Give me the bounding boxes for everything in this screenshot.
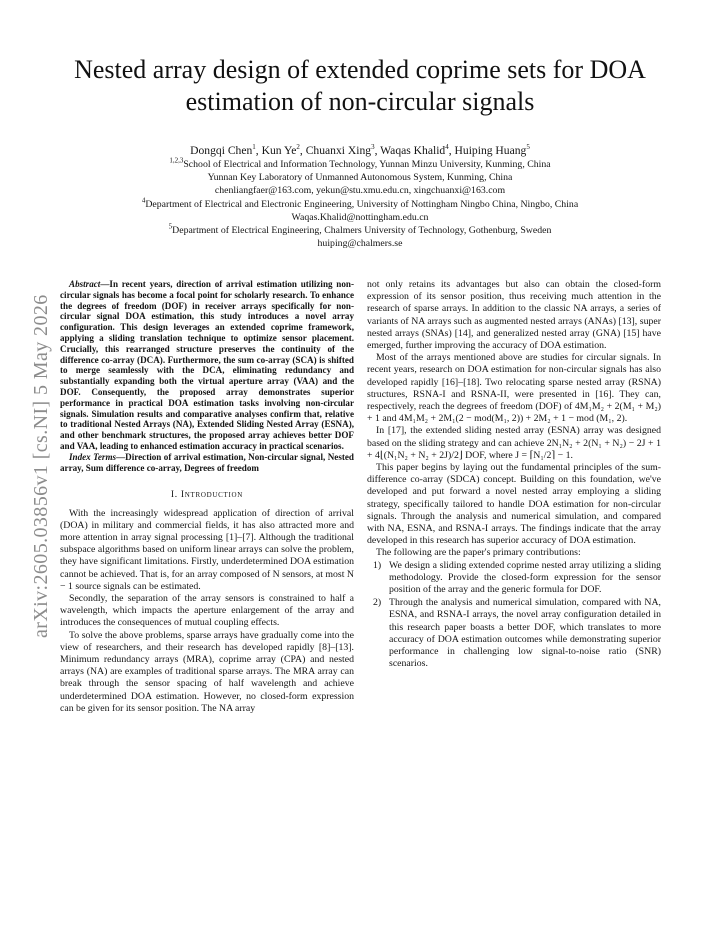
paper-title: Nested array design of extended coprime sets for DOA estimation of non-circular signals [74, 55, 646, 116]
index-terms: Index Terms—Direction of arrival estimation, Non-circular signal, Nested array, Sum difference co-array, Degrees of freedom [60, 451, 354, 473]
list-item: 2) Through the analysis and numerical simulation, compared with NA, ESNA, and RSNA-I arrays, the novel array configuration detailed in this research paper boasts a better DOF, which translates to more accuracy of DOA estimation outcomes while demonstrating superior performance in challenging low signal-to-noise ratio (SNR) scenarios. [373, 597, 661, 670]
paragraph: not only retains its advantages but also can obtain the closed-form expression of its sensor position, thus receiving much attention in the research of sparse arrays. In addition to the classic NA arrays, a series of variants of NA arrays such as augmented nested arrays (ANAs) [13], super nested arrays (SNAs) [14], and generalized nested array (GNA) [15] have emerged, further improving the accuracy of DOA estimation. [367, 279, 661, 352]
list-item: 1) We design a sliding extended coprime nested array utilizing a sliding methodology. Provide the closed-form expression for the sensor position of the array and the generic formula for DOF. [373, 559, 661, 596]
author-emails: huiping@chalmers.se [317, 238, 403, 250]
author-list: Dongqi Chen$^1$, Kun Ye$^2$, Chuanxi Xing$^3$, Waqas Khalid$^4$, Huiping Huang$^5$ [190, 143, 530, 157]
paragraph: The following are the paper's primary contributions: [376, 547, 581, 559]
contribution-list [367, 560, 661, 671]
paragraph: Secondly, the separation of the array sensors is constrained to half a wavelength, which impacts the aperture enlargement of the array and introduces the consequences of mutual coupling effects. [60, 592, 354, 629]
arxiv-margin-stamp: arXiv:2605.03856v1 [cs.NI] 5 May 2026 [30, 294, 52, 638]
affiliation-line: $^{1,2,3}$School of Electrical and Information Technology, Yunnan Minzu University, Kunming, China [169, 156, 551, 170]
author: Chuanxi Xing$^3$ [305, 143, 375, 157]
author: Kun Ye$^2$ [261, 143, 300, 157]
author-emails: Waqas.Khalid@nottingham.edu.cn [291, 211, 429, 223]
author: Waqas Khalid$^4$ [380, 143, 449, 157]
paragraph: Most of the arrays mentioned above are studies for circular signals. In recent years, research on DOA estimation for non-circular signals has also developed rapidly [16]–[18]. Two relocating sparse nested array (RSNA) structures, RSNA-I and RSNA-II, were presented in [16]. They can, respectively, reach the degrees of freedom (DOF) of 4M₁M₂ + 2(M₁ + M₂) + 1 and 4M₁M₂ + 2M₁(2 − mod(M₁, 2)) + 2M₂ + 1 − mod (M₁, 2). [367, 352, 661, 425]
paragraph: With the increasingly widespread application of direction of arrival (DOA) in military and commercial fields, it has also attracted more and more attention in array signal processing [1]–[7]. Although the traditional subspace algorithms based on uniform linear arrays can solve the problem, they have significant limitations. Firstly, underdetermined DOA estimation cannot be achieved. That is, for an array composed of N sensors, at most N − 1 source signals can be estimated. [60, 507, 354, 592]
author: Dongqi Chen$^1$ [190, 143, 256, 157]
index-terms-text: Direction of arrival estimation, Non-circular signal, Nested array, Sum difference co-array, Degrees of freedom [60, 451, 354, 473]
left-column [60, 279, 354, 715]
abstract-label: Abstract [69, 279, 101, 289]
paragraph: In [17], the extended sliding nested array (ESNA) array was designed based on the sliding strategy and can achieve 2N₁N₂ + 2(N₁ + N₂) − 2J + 1 + 4⌊(N₁N₂ + N₂ + 2J)/2⌋ DOF, where J = ⌈N₁/2⌉ − 1. [367, 425, 661, 461]
section-heading: I. Introduction [170, 490, 244, 501]
right-column [367, 279, 661, 672]
affiliation-line: $^5$Department of Electrical Engineering, Chalmers University of Technology, Gothenburg, Sweden [168, 222, 552, 237]
author-block [70, 143, 650, 250]
affiliation-line: $^4$Department of Electrical and Electronic Engineering, University of Nottingham Ningbo China, Ningbo, China [141, 196, 579, 210]
abstract: Abstract—In recent years, direction of arrival estimation utilizing non-circular signals has become a focal point for scholarly research. To enhance the degrees of freedom (DOF) in receiver arrays specifically for non-circular signal DOA estimation, this study introduces a novel array configuration. This design leverages an extended coprime framework, applying a sliding translation technique to optimize sensor placement. Crucially, this rearranged structure preserves the continuity of the difference co-array (DCA). Furthermore, the sum co-array (SCA) is shifted to merge seamlessly with the DCA, eliminating redundancy and substantially expanding both the virtual aperture array (VAA) and the DOF. Consequently, the proposed array demonstrates superior performance in practical DOA estimation tasks involving non-circular signals. Simulation results and comparative analyses confirm that, relative to traditional Nested Arrays (NA), Extended Sliding Nested Array (ESNA), and other benchmark structures, the proposed array achieves better DOF and VAA, leading to enhanced estimation accuracy in practical scenarios. [60, 279, 354, 451]
author: Huiping Huang$^5$ [454, 143, 530, 157]
abstract-text: In recent years, direction of arrival estimation utilizing non-circular signals has become a focal point for scholarly research. To enhance the degrees of freedom (DOF) in receiver arrays specifically for non-circular signal DOA estimation, this study introduces a novel array configuration. This design leverages an extended coprime framework, applying a sliding translation technique to optimize sensor placement. Crucially, this rearranged structure preserves the continuity of the difference co-array (DCA). Furthermore, the sum co-array (SCA) is shifted to merge seamlessly with the DCA, eliminating redundancy and substantially expanding both the virtual aperture array (VAA) and the DOF. Consequently, the proposed array demonstrates superior performance in practical DOA estimation tasks involving non-circular signals. Simulation results and comparative analyses confirm that, relative to traditional Nested Arrays (NA), Extended Sliding Nested Array (ESNA), and other benchmark structures, the proposed array achieves better DOF and VAA, leading to enhanced estimation accuracy in practical scenarios. [60, 279, 354, 451]
index-terms-label: Index Terms [69, 451, 117, 462]
paragraph: To solve the above problems, sparse arrays have gradually come into the view of researchers, and their research has developed rapidly [8]–[13]. Minimum redundancy arrays (MRA), coprime array (CPA) and nested arrays (NA) are examples of traditional sparse arrays. The MRA array can break through the sensor spacing of half wavelength and achieve underdetermined DOA estimation. However, no closed-form expression can be given for its sensor position. The NA array [60, 629, 354, 714]
author-emails: chenliangfaer@163.com, yekun@stu.xmu.edu.cn, xingchuanxi@163.com [214, 185, 506, 197]
paragraph: This paper begins by laying out the fundamental principles of the sum-difference co-array (SDCA) concept. Building on this foundation, we've developed and put forward a novel nested array employing a sliding strategy, specifically tailored to handle DOA estimation for non-circular signals. Through the analysis and numerical simulation, and compared with NA, ESNA, and RSNA-I arrays. The findings indicate that the array developed in this research has superior accuracy of DOA estimation. [367, 462, 661, 547]
affiliation-line: Yunnan Key Laboratory of Unmanned Autonomous System, Kunming, China [207, 172, 513, 184]
